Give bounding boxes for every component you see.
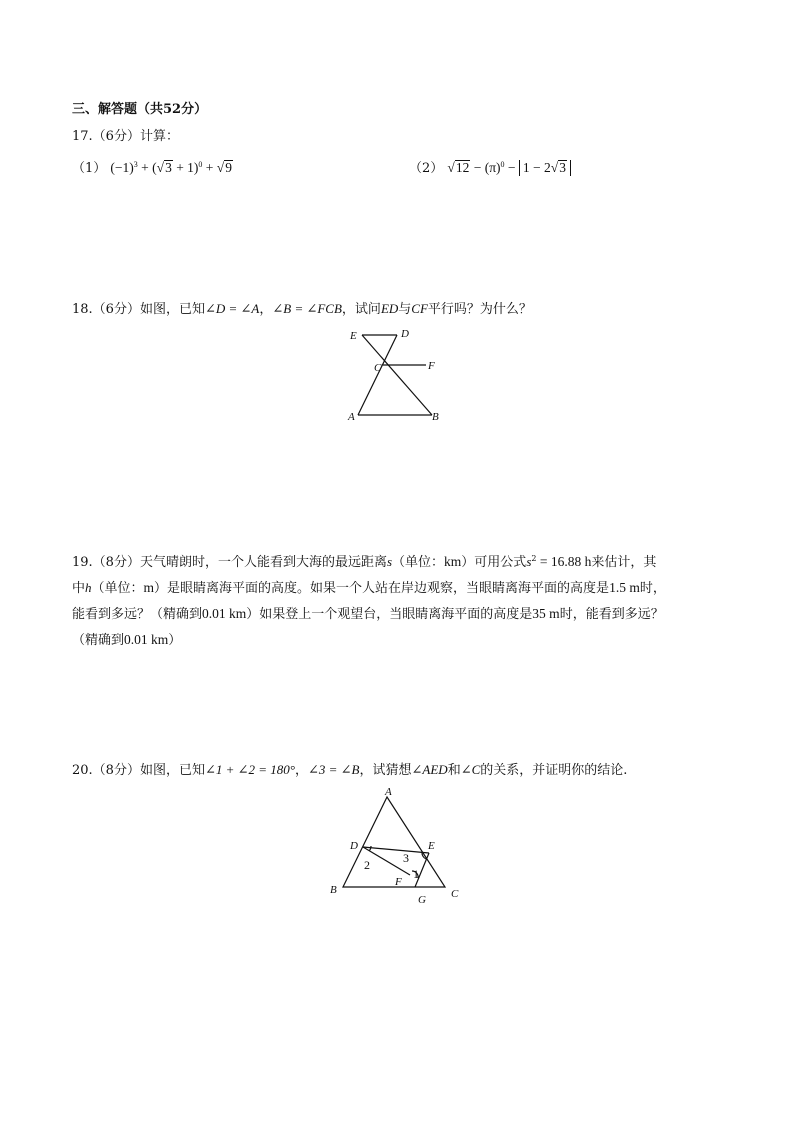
q17-expr1 — [110, 160, 233, 175]
q19-text: ）是眼睛离海平面的高度。如果一个人站在岸边观察，当眼睛离海平面的高度是 — [154, 581, 610, 596]
expr1-exp-b: 0 — [198, 160, 203, 169]
label-angle-1: 1 — [413, 867, 419, 881]
q19-text: （精确到 — [72, 633, 125, 648]
q17-part2-label: （2） — [409, 161, 444, 176]
q20-figure — [325, 785, 470, 910]
q19-text: 中 — [72, 581, 86, 596]
q19-formula-s: s — [526, 554, 532, 569]
q20-angle-aed: ∠AED — [411, 762, 448, 777]
sqrt-icon: √ — [216, 160, 225, 175]
q20-stem — [72, 761, 627, 780]
q19-text: 时， — [639, 581, 666, 596]
q19-line-4 — [72, 631, 181, 650]
label-a: A — [385, 786, 392, 798]
label-b: B — [330, 884, 337, 896]
q18-text-3: ，试问 — [341, 302, 381, 317]
q18-stem — [72, 300, 532, 319]
q19-var-h: h — [85, 580, 92, 595]
expr1-radicand2: 9 — [225, 160, 232, 175]
sqrt-icon: √ — [550, 160, 559, 175]
expr1-plus1: + ( — [137, 160, 157, 175]
label-e: E — [428, 840, 435, 852]
line-da — [358, 335, 397, 415]
q19-value: 0.01 km — [124, 632, 169, 647]
label-d: D — [401, 328, 409, 340]
q19-text: （单位： — [91, 581, 144, 596]
q19-text: ）如果登上一个观望台，当眼睛离海平面的高度是 — [246, 607, 533, 622]
q20-text-3: ，试猜想 — [359, 763, 412, 778]
q19-text: ）可用公式 — [461, 555, 527, 570]
q20-text-5: 的关系，并证明你的结论. — [480, 763, 628, 778]
q20-text-2: ， — [294, 763, 308, 778]
expr2-abs-radicand: 3 — [559, 160, 566, 175]
q19-unit: km — [444, 554, 462, 569]
label-c: C — [374, 362, 382, 374]
expr1-exp-a: 3 — [133, 160, 138, 169]
q19-text: （单位： — [392, 555, 445, 570]
q18-text-1: 18.（6分）如图，已知 — [72, 302, 205, 317]
q18-condition-1: ∠D = ∠A — [204, 301, 260, 316]
q18-text-2: ， — [259, 302, 273, 317]
q19-text: 能看到多远？（精确到 — [72, 607, 203, 622]
q17-expr2 — [447, 160, 571, 175]
q19-value: 1.5 m — [609, 580, 640, 595]
q18-figure — [340, 325, 450, 425]
label-c: C — [451, 888, 459, 900]
expr1-plus3: + — [202, 160, 217, 175]
q19-text: ） — [168, 633, 182, 648]
q18-condition-2: ∠B = ∠FCB — [272, 301, 342, 316]
q20-condition-1: ∠1 + ∠2 = 180° — [204, 762, 295, 777]
q19-value: 35 m — [532, 606, 560, 621]
label-f: F — [395, 876, 402, 888]
expr1-term-a: (−1) — [110, 160, 134, 175]
q19-line-2 — [72, 579, 666, 598]
sqrt-icon: √ — [156, 160, 165, 175]
q18-text-5: 平行吗？为什么？ — [427, 302, 532, 317]
q19-text: 时，能看到多远？ — [559, 607, 664, 622]
q17-part1 — [72, 159, 233, 178]
expr2-radicand1: 12 — [455, 160, 470, 175]
q19-line-3 — [72, 605, 664, 624]
q19-text: 19.（8分）天气晴朗时，一个人能看到大海的最远距离 — [72, 555, 387, 570]
q20-text-4: 和 — [447, 763, 461, 778]
q19-value: 0.01 km — [202, 606, 247, 621]
label-angle-2: 2 — [364, 858, 370, 872]
q19-text: 来估计，其 — [591, 555, 657, 570]
label-b: B — [432, 411, 439, 423]
expr2-minus2: − — [504, 160, 519, 175]
q18-text-4: 与 — [398, 302, 412, 317]
expr1-radicand1: 3 — [165, 160, 172, 175]
q17-stem: 17.（6分）计算： — [72, 129, 179, 144]
q19-unit: m — [143, 580, 155, 595]
label-a: A — [348, 411, 355, 423]
label-g: G — [418, 894, 426, 906]
q20-condition-2: ∠3 = ∠B — [308, 762, 360, 777]
q18-segment-ed: ED — [380, 301, 399, 316]
expr2-minus1: − (π) — [470, 160, 501, 175]
label-d: D — [350, 840, 358, 852]
label-e: E — [350, 330, 357, 342]
expr2-absolute-value — [519, 160, 571, 176]
q17-part1-label: （1） — [72, 161, 107, 176]
sqrt-icon: √ — [447, 160, 455, 175]
q19-var-s: s — [386, 554, 393, 569]
q17-part2 — [409, 159, 571, 178]
arc-angle-2 — [369, 846, 371, 851]
q19-formula-rhs: = 16.88 h — [536, 554, 592, 569]
expr2-exp-pi: 0 — [500, 160, 505, 169]
q20-text-1: 20.（8分）如图，已知 — [72, 763, 205, 778]
q18-segment-cf: CF — [411, 301, 428, 316]
label-f: F — [428, 360, 435, 372]
q19-line-1 — [72, 553, 656, 572]
expr1-plus2: + 1) — [172, 160, 199, 175]
q20-angle-c: ∠C — [460, 762, 481, 777]
section-title: 三、解答题（共52分） — [72, 102, 208, 117]
expr2-abs-inner: 1 − 2 — [522, 160, 551, 175]
q19-formula-exp: 2 — [531, 554, 537, 563]
label-angle-3: 3 — [403, 851, 409, 865]
line-eb — [362, 335, 432, 415]
